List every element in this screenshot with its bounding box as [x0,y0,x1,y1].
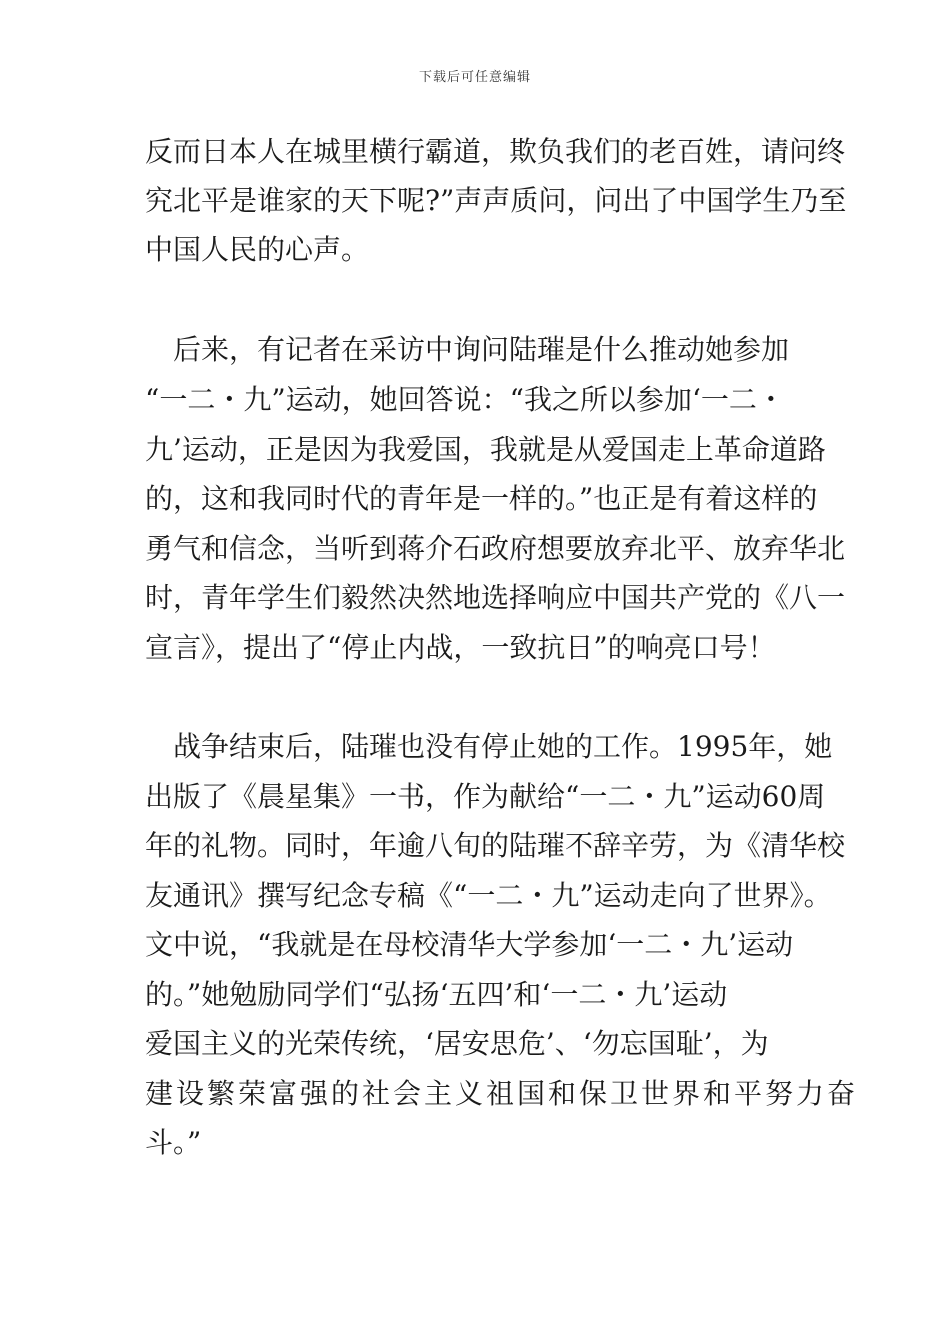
paragraph-3-line-7: 爱国主义的光荣传统，‘居安思危’、‘勿忘国耻’，为 [145,1027,769,1060]
paragraph-2-line-3: 九’运动，正是因为我爱国，我就是从爱国走上革命道路 [145,433,826,466]
paragraph-1-line-2: 究北平是谁家的天下呢?”声声质问，问出了中国学生乃至 [145,184,847,217]
paragraph-3-line-1: 战争结束后，陆璀也没有停止她的工作。1995年，她 [145,730,833,763]
paragraph-1-line-3: 中国人民的心声。 [145,233,370,266]
page-header: 下载后可任意编辑 [418,70,531,85]
paragraph-2-line-2: “一二・九”运动，她回答说：“我之所以参加‘一二・ [145,383,785,416]
paragraph-3-line-5: 文中说，“我就是在母校清华大学参加‘一二・九’运动 [145,928,794,961]
paragraph-3-line-4: 友通讯》撰写纪念专稿《“一二・九”运动走向了世界》。 [145,879,832,912]
paragraph-2-line-1: 后来，有记者在采访中询问陆璀是什么推动她参加 [145,333,790,366]
paragraph-3-line-8: 建设繁荣富强的社会主义祖国和保卫世界和平努力奋 [145,1077,859,1110]
paragraph-3-line-2: 出版了《晨星集》一书，作为献给“一二・九”运动60周 [145,780,826,813]
paragraph-2-line-7: 宣言》，提出了“停止内战，一致抗日”的响亮口号！ [145,631,776,664]
paragraph-2-line-6: 时，青年学生们毅然决然地选择响应中国共产党的《八一 [145,581,846,614]
paragraph-1-line-1: 反而日本人在城里横行霸道，欺负我们的老百姓，请问终 [145,135,846,168]
paragraph-3-line-9: 斗。” [145,1126,202,1159]
paragraph-3-line-6: 的。”她勉励同学们“弘扬‘五四’和‘一二・九’运动 [145,978,728,1011]
paragraph-3-line-3: 年的礼物。同时，年逾八旬的陆璀不辞辛劳，为《清华校 [145,829,846,862]
paragraph-2-line-5: 勇气和信念，当听到蒋介石政府想要放弃北平、放弃华北 [145,532,846,565]
paragraph-2-line-4: 的，这和我同时代的青年是一样的。”也正是有着这样的 [145,482,818,515]
